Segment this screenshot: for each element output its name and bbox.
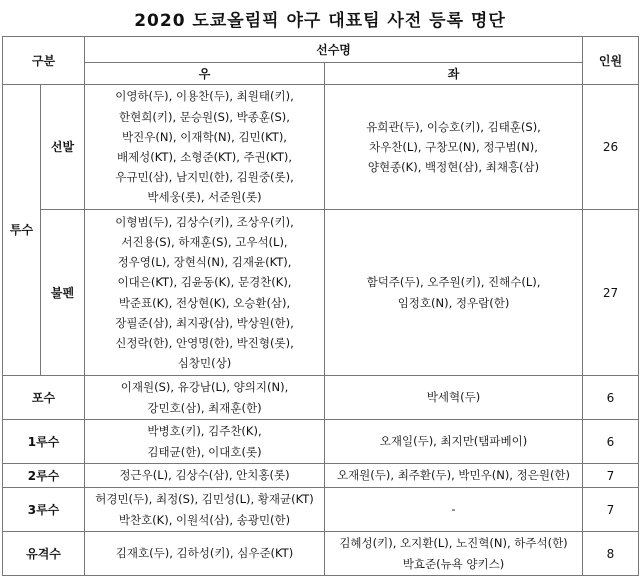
header-count: 인원: [583, 37, 639, 85]
third-base-left-list: [325, 488, 583, 532]
document-title: 2020 도쿄올림픽 야구 대표팀 사전 등록 명단: [134, 11, 506, 31]
bullpen-left-list: [325, 210, 583, 376]
header-category: 구분: [3, 37, 85, 85]
shortstop-count: 8: [583, 532, 639, 576]
catcher-right-line: 강민호(삼), 최재훈(한): [147, 400, 262, 415]
first-base-right-line: 김태균(한), 이대호(롯): [147, 444, 262, 459]
first-base-right-list: [85, 420, 325, 464]
bullpen-label: 불펜: [41, 210, 85, 376]
second-base-count: 7: [583, 464, 639, 488]
bullpen-right-line: 이형범(두), 김상수(키), 조상우(키),: [115, 214, 294, 229]
catcher-right-list: [85, 376, 325, 420]
bullpen-right-list: [85, 210, 325, 376]
starter-right-line: 박진우(N), 이재학(N), 김민(KT),: [122, 129, 287, 144]
pitcher-label: 투수: [3, 85, 41, 376]
third-base-right-line: 허경민(두), 최정(S), 김민성(L), 황재균(KT): [95, 492, 314, 507]
second-base-left-line: 오재원(두), 최주환(두), 박민우(N), 정은원(한): [336, 468, 571, 483]
starter-right-line: 한현희(키), 문승원(S), 박종훈(S),: [119, 109, 290, 124]
first-base-left-line: 오재일(두), 최지만(탬파베이): [379, 434, 528, 449]
bullpen-right-line: 박준표(K), 전상현(K), 오승환(삼),: [118, 295, 291, 310]
bullpen-left-line: 임정호(N), 정우람(한): [397, 295, 510, 310]
shortstop-label: 유격수: [3, 532, 85, 576]
third-base-left-line: -: [451, 502, 456, 517]
bullpen-right-line: 장필준(삼), 최지광(삼), 박상원(한),: [115, 315, 294, 330]
starter-right-line: 배제성(KT), 소형준(KT), 주권(KT),: [116, 150, 293, 164]
first-base-left-list: [325, 420, 583, 464]
third-base-label: 3루수: [3, 488, 85, 532]
starter-left-line: 차우찬(L), 구창모(N), 정구범(N),: [369, 139, 538, 154]
starter-right-line: 박세웅(롯), 서준원(롯): [147, 190, 262, 205]
catcher-right-line: 이재원(S), 유강남(L), 양의지(N),: [120, 380, 289, 395]
starter-left-list: [325, 85, 583, 210]
first-base-right-line: 박병호(키), 김주찬(K),: [147, 424, 262, 439]
header-players: 선수명: [85, 37, 583, 63]
shortstop-left-list: [325, 532, 583, 576]
starter-count: 26: [583, 85, 639, 210]
header-left-hand: 좌: [325, 63, 583, 85]
catcher-label: 포수: [3, 376, 85, 420]
shortstop-left-line: 김혜성(키), 오지환(L), 노진혁(N), 하주석(한): [339, 536, 568, 551]
starter-label: 선발: [41, 85, 85, 210]
second-base-left-list: [325, 464, 583, 488]
third-base-count: 7: [583, 488, 639, 532]
shortstop-left-line: 박효준(뉴욕 양키스): [402, 556, 505, 571]
first-base-label: 1루수: [3, 420, 85, 464]
shortstop-right-line: 김재호(두), 김하성(키), 심우준(KT): [115, 546, 294, 561]
catcher-count: 6: [583, 376, 639, 420]
catcher-left-line: 박세혁(두): [426, 390, 481, 405]
starter-right-line: 이영하(두), 이용찬(두), 최원태(키),: [115, 89, 294, 104]
bullpen-right-line: 이대은(KT), 김윤동(K), 문경찬(K),: [117, 275, 292, 290]
bullpen-right-line: 정우영(L), 장현식(N), 김재윤(KT),: [117, 255, 292, 270]
first-base-count: 6: [583, 420, 639, 464]
bullpen-right-line: 서진용(S), 하재훈(S), 고우석(L),: [121, 234, 288, 249]
catcher-left-list: [325, 376, 583, 420]
second-base-right-line: 정근우(L), 김상수(삼), 안치홍(롯): [119, 468, 290, 483]
starter-left-line: 유희관(두), 이승호(키), 김태훈(S),: [366, 119, 541, 134]
shortstop-right-list: [85, 532, 325, 576]
third-base-right-line: 박찬호(K), 이원석(삼), 송광민(한): [118, 512, 291, 527]
bullpen-right-line: 심창민(상): [177, 356, 232, 371]
bullpen-count: 27: [583, 210, 639, 376]
second-base-label: 2루수: [3, 464, 85, 488]
starter-right-line: 우규민(삼), 남지민(한), 김원중(롯),: [115, 170, 294, 185]
bullpen-right-line: 신정락(한), 안영명(한), 박진형(롯),: [115, 335, 294, 350]
starter-left-line: 양현종(K), 백정현(삼), 최채흥(삼): [367, 160, 540, 175]
bullpen-left-line: 함덕주(두), 오주원(키), 진해수(L),: [366, 275, 541, 290]
header-right-hand: 우: [85, 63, 325, 85]
starter-right-list: [85, 85, 325, 210]
roster-table: [2, 36, 639, 576]
second-base-right-list: [85, 464, 325, 488]
third-base-right-list: [85, 488, 325, 532]
